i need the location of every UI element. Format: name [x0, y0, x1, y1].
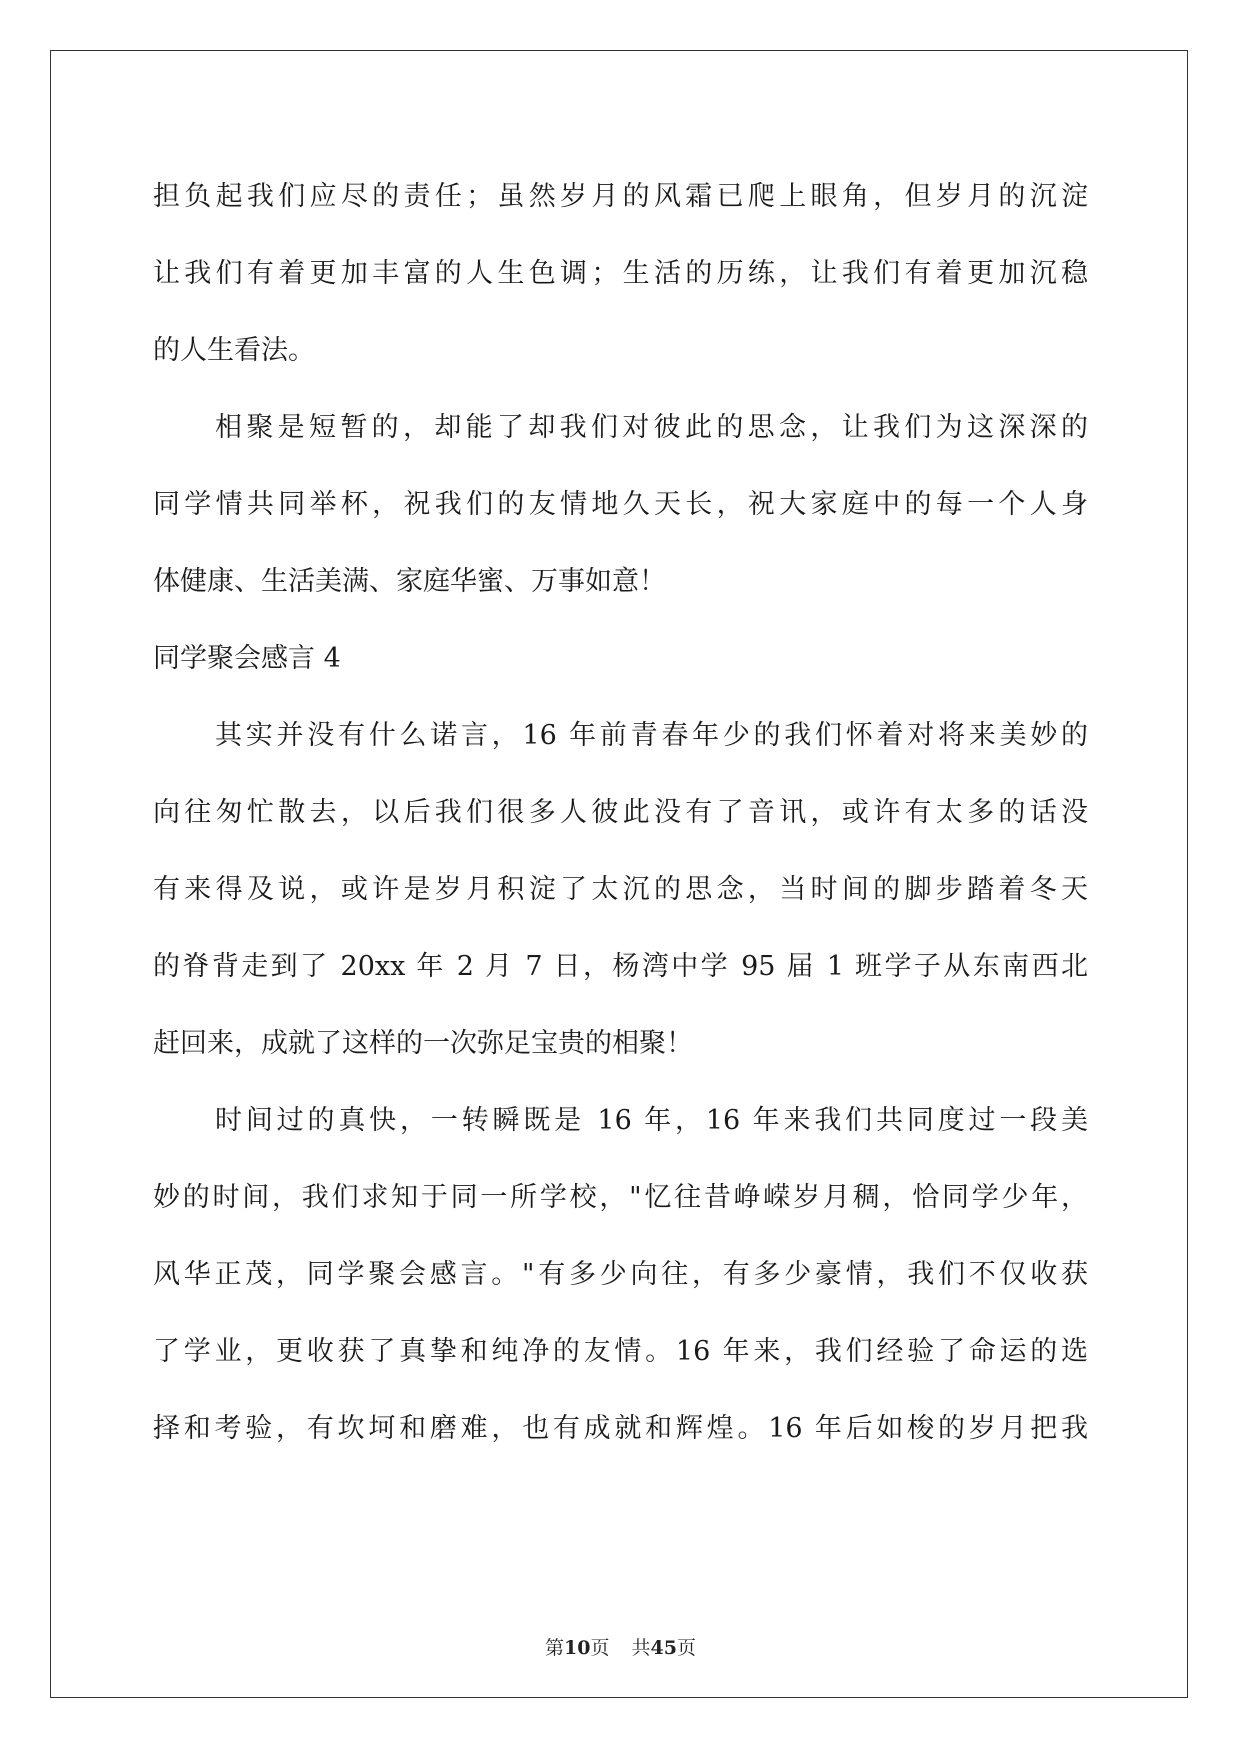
text-line: 时间过的真快，一转瞬既是 16 年，16 年来我们共同度过一段美	[215, 1105, 1088, 1136]
section-heading: 同学聚会感言 4	[153, 643, 341, 674]
text-line: 其实并没有什么诺言，16 年前青春年少的我们怀着对将来美妙的	[215, 720, 1088, 751]
text-line: 风华正茂，同学聚会感言。"有多少向往，有多少豪情，我们不仅收获	[153, 1259, 1088, 1290]
total-page-number: 45	[650, 1637, 677, 1659]
text-line: 择和考验，有坎坷和磨难，也有成就和辉煌。16 年后如梭的岁月把我	[153, 1413, 1088, 1444]
paragraph	[153, 1082, 1088, 1467]
text-line: 有来得及说，或许是岁月积淀了太沉的思念，当时间的脚步踏着冬天	[153, 874, 1088, 905]
page-footer	[0, 1633, 1241, 1660]
paragraph	[153, 389, 1088, 620]
document-body	[153, 158, 1088, 1467]
text-line: 向往匆忙散去，以后我们很多人彼此没有了音讯，或许有太多的话没	[153, 797, 1088, 828]
footer-total-prefix: 共	[631, 1637, 651, 1659]
text-line: 的脊背走到了 20xx 年 2 月 7 日，杨湾中学 95 届 1 班学子从东南西北	[153, 951, 1088, 982]
footer-total-unit: 页	[676, 1637, 696, 1659]
text-line: 担负起我们应尽的责任；虽然岁月的风霜已爬上眼角，但岁月的沉淀	[153, 181, 1088, 212]
text-line: 赶回来，成就了这样的一次弥足宝贵的相聚！	[153, 1028, 693, 1059]
paragraph-continuation	[153, 158, 1088, 389]
text-line: 的人生看法。	[153, 335, 315, 366]
text-line: 同学情共同举杯，祝我们的友情地久天长，祝大家庭中的每一个人身	[153, 489, 1088, 520]
text-line: 妙的时间，我们求知于同一所学校，"忆往昔峥嵘岁月稠，恰同学少年，	[153, 1182, 1088, 1213]
text-line: 相聚是短暂的，却能了却我们对彼此的思念，让我们为这深深的	[215, 412, 1088, 443]
footer-prefix: 第	[545, 1637, 565, 1659]
paragraph	[153, 697, 1088, 1082]
footer-page-unit: 页	[590, 1637, 610, 1659]
current-page-number: 10	[564, 1637, 591, 1659]
text-line: 让我们有着更加丰富的人生色调；生活的历练，让我们有着更加沉稳	[153, 258, 1088, 289]
text-line: 了学业，更收获了真挚和纯净的友情。16 年来，我们经验了命运的选	[153, 1336, 1088, 1367]
text-line: 体健康、生活美满、家庭华蜜、万事如意！	[153, 566, 666, 597]
